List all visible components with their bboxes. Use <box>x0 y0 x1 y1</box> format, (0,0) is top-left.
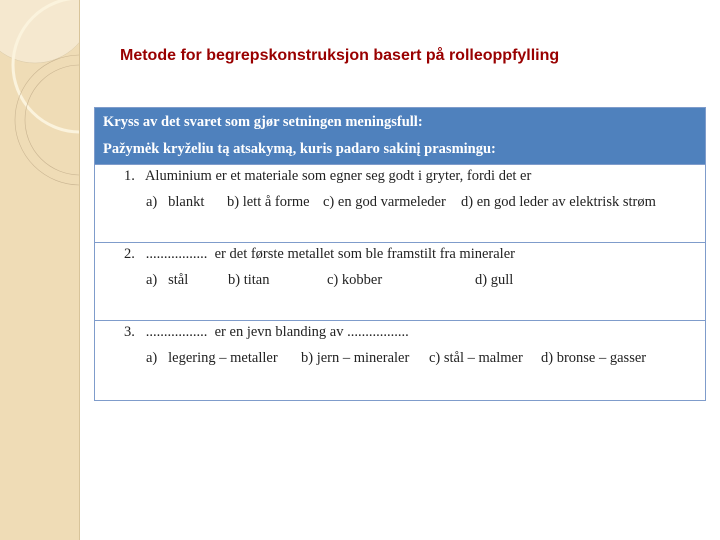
option-b: b) lett å forme <box>227 194 310 210</box>
question-row <box>95 242 705 320</box>
question-text: 3. ................. er en jevn blanding av ................. <box>124 324 409 340</box>
slide-title: Metode for begrepskonstruksjon basert på rolleoppfylling <box>120 47 560 64</box>
option-b: b) titan <box>228 272 270 288</box>
option-c: c) en god varmeleder <box>323 194 446 210</box>
option-a: a) blankt <box>146 194 205 210</box>
option-a: a) stål <box>146 272 189 288</box>
option-d: d) bronse – gasser <box>541 350 647 366</box>
decorative-circles-icon <box>0 0 80 540</box>
quiz-table <box>94 107 706 401</box>
option-c: c) kobber <box>327 272 383 288</box>
option-b: b) jern – mineraler <box>301 350 410 366</box>
option-a: a) legering – metaller <box>146 350 278 366</box>
option-c: c) stål – malmer <box>429 350 523 366</box>
option-d: d) gull <box>475 272 514 288</box>
question-text: 2. ................. er det første metallet som ble framstilt fra mineraler <box>124 246 515 262</box>
instruction-lithuanian: Pažymėk kryželiu tą atsakymą, kuris padaro sakinį prasmingu: <box>103 141 496 157</box>
question-row <box>95 320 705 398</box>
question-text: 1. Aluminium er et materiale som egner seg godt i gryter, fordi det er <box>124 168 532 184</box>
instruction-norwegian: Kryss av det svaret som gjør setningen meningsfull: <box>103 114 423 130</box>
decorative-sidebar <box>0 0 80 540</box>
question-row <box>95 164 705 242</box>
table-header <box>95 108 705 164</box>
option-d: d) en god leder av elektrisk strøm <box>461 194 656 210</box>
